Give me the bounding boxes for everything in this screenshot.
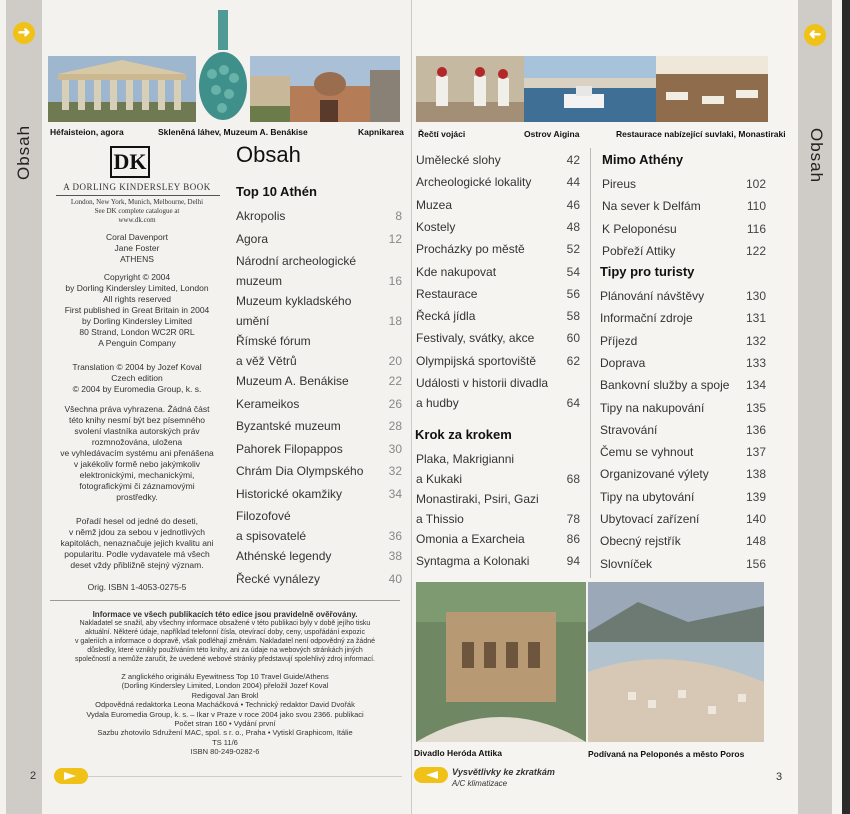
rights-line: svolení vlastníka autorských práv	[74, 426, 200, 436]
copyright-line: Copyright © 2004	[103, 272, 171, 282]
toc-entry	[600, 401, 766, 415]
toc-entry-line: Akropolis	[236, 209, 286, 223]
toc-entry-label	[416, 452, 514, 486]
toc-page-number: 40	[388, 571, 402, 586]
toc-entry-line: Pobřeží Attiky	[602, 243, 676, 258]
toc-entry-label	[236, 419, 341, 433]
toc-entry-line: Římské fórum	[236, 334, 311, 348]
left-side-strip	[6, 0, 42, 814]
imprint-line: Redigoval Jan Brokl	[191, 690, 259, 700]
toc-entry-line: Obecný rejstřík	[600, 534, 681, 549]
toc-page-number: 140	[745, 512, 766, 526]
toc-page-number: 38	[388, 549, 402, 563]
toc-page-number: 46	[566, 197, 580, 212]
toc-entry-label	[602, 199, 701, 213]
toc-entry-line: Řecké vynálezy	[236, 571, 321, 586]
order-line: v němž jdou za sebou v jednotlivých	[68, 527, 206, 537]
imprint-line: Počet stran 160 • Vydání první	[174, 719, 276, 729]
author-line: Jane Foster	[114, 243, 160, 253]
toc-page-number: 148	[745, 534, 766, 549]
toc-entry-label	[236, 232, 268, 246]
toc-entry-line: Plaka, Makrigianni	[416, 452, 515, 466]
toc-page-number: 122	[745, 243, 766, 258]
toc-entry	[236, 374, 402, 388]
toc-entry-label	[236, 294, 351, 328]
footer-rule	[88, 776, 402, 777]
toc-entry-line: Umělecké slohy	[416, 153, 501, 167]
photo-restaurant	[656, 56, 768, 122]
toc-entry-label	[600, 445, 693, 459]
toc-entry	[236, 487, 402, 501]
toc-entry-line: Čemu se vyhnout	[600, 445, 694, 460]
toc-entry	[600, 534, 766, 548]
imprint-block	[48, 672, 402, 757]
toc-entry-label	[236, 509, 306, 543]
toc-entry-label	[236, 549, 331, 563]
copyright-line: First published in Great Britain in 2004	[64, 305, 210, 315]
toc-entry-label	[236, 397, 299, 411]
toc-entry-line: a věž Větrů	[236, 354, 297, 368]
caption-hefaisteion: Héfaisteion, agora	[50, 127, 124, 137]
toc-entry-line: Muzeum A. Benákise	[236, 374, 349, 388]
imprint-line: Sazbu zhotovilo Sdružení MAC, spol. s r. o., Praha • Vytiskl Graphicom, Itálie	[97, 728, 353, 738]
caption-aigina: Ostrov Aigina	[524, 129, 580, 139]
toc-entry	[600, 311, 766, 325]
toc-entry-line: Informační zdroje	[600, 311, 693, 326]
caption-soldiers: Řečtí vojáci	[418, 129, 466, 139]
photo-poros	[588, 582, 764, 742]
toc-entry-label	[416, 198, 452, 212]
toc-entry-label	[416, 554, 529, 568]
toc-page-number: 137	[745, 445, 766, 460]
rights-line: Všechna práva vyhrazena. Žádná část	[64, 404, 210, 414]
toc-page-number: 20	[388, 354, 402, 368]
toc-entry	[600, 289, 766, 303]
toc-entry	[416, 198, 580, 212]
toc-entry-line: Muzeum kykladského	[236, 294, 352, 308]
toc-entry	[602, 244, 766, 258]
rights-line: v jakékoliv formě nebo jakýmkoliv	[73, 459, 201, 469]
toc-entry-line: Restaurace	[416, 286, 478, 301]
copyright-line: 80 Strand, London WC2R 0RL	[79, 327, 195, 337]
caption-bottle: Skleněná láhev, Muzeum A. Benákise	[158, 127, 308, 137]
toc-page-number: 110	[746, 199, 766, 214]
toc-page-number: 78	[566, 512, 580, 526]
toc-entry-label	[416, 309, 475, 323]
toc-entry-label	[416, 532, 525, 546]
toc-entry	[600, 423, 766, 437]
photo-kapnikarea	[250, 56, 400, 122]
toc-entry-line: Pireus	[602, 177, 637, 191]
toc-entry-line: a hudby	[416, 396, 459, 410]
right-page-number: 3	[776, 771, 783, 783]
publisher-line: A DORLING KINDERSLEY BOOK	[63, 182, 211, 192]
toc-entry-label	[602, 177, 636, 191]
rights-line: rozmnožována, uložena	[91, 437, 183, 447]
toc-entry	[416, 331, 580, 345]
toc-page-number: 36	[388, 529, 402, 543]
toc-entry-label	[416, 376, 548, 410]
toc-entry	[416, 452, 580, 486]
order-line: deset vždy přibližně stejný význam.	[70, 560, 204, 570]
toc-entry-label	[416, 287, 477, 301]
toc-entry	[416, 287, 580, 301]
toc-entry	[416, 242, 580, 256]
toc-page-number: 30	[388, 441, 402, 456]
rights-line: prostředky.	[116, 492, 158, 502]
notice-line: aktuální. Některé údaje, například telefonní čísla, otevírací doby, ceny, uspořádání expozic	[85, 629, 365, 636]
rights-line: ve vyhledávacím systému ani přenášena	[60, 448, 214, 458]
toc-entry-line: Chrám Dia Olympského	[236, 464, 364, 478]
copyright-line: A Penguin Company	[98, 338, 176, 348]
toc-entry-label	[600, 334, 637, 348]
toc-page-number: 32	[388, 464, 402, 478]
toc-entry	[416, 309, 580, 323]
toc-entry-label	[600, 490, 694, 504]
mimo-heading: Mimo Athény	[602, 152, 684, 167]
toc-entry-line: Bankovní služby a spoje	[600, 378, 730, 393]
toc-page-number: 8	[395, 209, 402, 223]
notice-line: společností a nemůže zaručit, že uvedené webové stránky představují spolehlivý zdroj informací.	[75, 656, 375, 663]
toc-entry	[602, 222, 766, 236]
right-page	[412, 0, 842, 814]
toc-page-number: 156	[745, 556, 766, 571]
toc-entry-line: a spisovatelé	[236, 529, 307, 543]
toc-entry-line: Stravování	[600, 422, 658, 437]
toc-page-number: 62	[566, 353, 580, 368]
notice-line: v galeriích a informace o dopravě, však podléhají změnám. Nakladatel není odpovědný za žádné	[74, 638, 375, 645]
legend-title: Vysvětlivky ke zkratkám	[452, 767, 555, 777]
toc-page-number: 134	[745, 378, 766, 393]
toc-entry	[236, 209, 402, 223]
toc-entry-label	[236, 334, 311, 368]
caption-poros: Podívaná na Peloponés a město Poros	[588, 749, 745, 759]
imprint-line: Z anglického originálu Eyewitness Top 10 Travel Guide/Athens	[121, 672, 329, 681]
toc-page-number: 116	[746, 221, 766, 236]
toc-page-number: 58	[566, 309, 580, 324]
caption-odeon: Divadlo Heróda Attika	[414, 748, 503, 758]
toc-entry	[600, 557, 766, 571]
toc-entry-label	[416, 492, 539, 526]
toc-entry	[236, 419, 402, 433]
imprint-line: Vydala Euromedia Group, k. s. – Ikar v Praze v roce 2004 jako svou 2366. publikaci	[86, 709, 364, 719]
toc-entry-label	[236, 487, 342, 501]
toc-entry-line: Kde nakupovat	[416, 264, 497, 279]
toc-entry-label	[236, 254, 356, 288]
book-edge	[842, 0, 850, 814]
photo-greek-soldiers	[416, 56, 524, 122]
toc-entry-line: Příjezd	[600, 333, 638, 348]
toc-entry-line: Byzantské muzeum	[236, 419, 341, 433]
legend-arrow-icon	[414, 767, 448, 783]
toc-page-number: 60	[566, 331, 580, 346]
toc-page-number: 44	[566, 175, 580, 190]
toc-entry	[600, 334, 766, 348]
dk-cities	[48, 198, 226, 225]
toc-entry-label	[416, 153, 501, 167]
translation-line: © 2004 by Euromedia Group, k. s.	[72, 384, 202, 394]
toc-entry-label	[416, 220, 455, 234]
copyright-line: by Dorling Kindersley Limited, London	[65, 283, 209, 293]
imprint-line: (Dorling Kindersley Limited, London 2004) přeložil Jozef Koval	[121, 681, 329, 691]
imprint-line: ISBN 80-249-0282-6	[190, 747, 260, 757]
toc-page-number: 68	[566, 472, 580, 486]
imprint-line: TS 11/6	[212, 737, 238, 747]
toc-page-number: 48	[566, 219, 580, 234]
toc-page-number: 22	[388, 374, 402, 388]
toc-entry	[600, 512, 766, 526]
order-line: kapitolách, nenaznačuje jejich kvalitu ani	[60, 538, 214, 548]
photo-aigina	[524, 56, 656, 122]
toc-entry-line: Kerameikos	[236, 396, 300, 411]
toc-entry-line: Syntagma a Kolonaki	[416, 554, 530, 569]
toc-entry-label	[236, 572, 320, 586]
toc-entry-line: Olympijská sportoviště	[416, 353, 537, 368]
toc-entry-label	[416, 242, 525, 256]
toc-page-number: 54	[566, 264, 580, 279]
right-side-strip	[798, 0, 832, 814]
toc-entry	[600, 490, 766, 504]
toc-entry-label	[416, 175, 531, 189]
notice-divider	[50, 600, 400, 601]
toc-entry	[602, 199, 766, 213]
toc-page-number: 132	[745, 333, 766, 348]
toc-entry	[236, 232, 402, 246]
toc-page-number: 18	[388, 314, 402, 328]
photo-hefaisteion	[48, 56, 196, 122]
toc-entry-label	[600, 512, 699, 526]
toc-entry	[236, 294, 402, 328]
toc-entry-label	[416, 354, 536, 368]
translation-block	[48, 362, 226, 395]
toc-entry	[236, 254, 402, 288]
caption-restaurant: Restaurace nabízející suvlaki, Monastiraki	[616, 129, 786, 139]
left-side-title: Obsah	[14, 124, 33, 180]
original-title: ATHENS	[120, 254, 154, 264]
toc-entry-label	[600, 467, 709, 481]
toc-entry	[416, 175, 580, 189]
imprint-line: Odpovědná redaktorka Leona Macháčková • Technický redaktor David Dvořák	[95, 700, 355, 710]
toc-entry-line: Omonia a Exarcheia	[416, 532, 525, 546]
toc-page-number: 136	[745, 422, 766, 437]
toc-entry-line: Ubytovací zařízení	[600, 512, 700, 526]
toc-entry-line: Tipy na ubytování	[600, 489, 695, 504]
orig-isbn: Orig. ISBN 1-4053-0275-5	[87, 582, 187, 592]
toc-entry	[236, 572, 402, 586]
toc-page-number: 26	[388, 396, 402, 411]
next-arrow-icon	[54, 768, 88, 784]
caption-kapnikarea: Kapnikarea	[358, 127, 404, 137]
top10-heading: Top 10 Athén	[236, 184, 317, 199]
copyright-block	[48, 272, 226, 349]
toc-entry-line: muzeum	[236, 274, 283, 288]
notice-line: Nakladatel se snažil, aby všechny informace obsažené v této publikaci byly v době jejího tisku	[79, 620, 371, 627]
toc-entry	[416, 554, 580, 568]
toc-entry-label	[602, 244, 675, 258]
toc-entry	[236, 549, 402, 563]
notice-line: důsledky, které vznikly používáním této knihy, ani za údaje na webových stránkách jiných	[87, 647, 363, 654]
notice-block	[48, 619, 402, 664]
toc-entry	[602, 177, 766, 191]
toc-entry	[416, 265, 580, 279]
toc-page-number: 139	[745, 489, 766, 504]
tipy-heading: Tipy pro turisty	[600, 264, 695, 279]
toc-entry-line: Filozofové	[236, 509, 291, 523]
toc-entry-line: Muzea	[416, 197, 453, 212]
toc-entry-line: Organizované výlety	[600, 467, 709, 482]
krok-heading: Krok za krokem	[415, 427, 512, 442]
toc-entry-label	[600, 557, 652, 571]
toc-page-number: 12	[388, 231, 402, 246]
toc-page-number: 86	[566, 532, 580, 546]
translation-line: Czech edition	[111, 373, 163, 383]
toc-entry-line: Festivaly, svátky, akce	[416, 331, 535, 346]
toc-entry	[600, 356, 766, 370]
toc-title: Obsah	[236, 142, 301, 167]
dk-url: www.dk.com	[118, 216, 156, 224]
toc-page-number: 28	[388, 419, 402, 433]
rights-line: této knihy nesmí být bez písemného	[68, 415, 206, 425]
rights-line: elektronickými, mechanickými,	[79, 470, 195, 480]
dk-logo: DK	[110, 146, 150, 178]
toc-entry-line: Tipy na nakupování	[600, 400, 705, 415]
rights-block	[48, 404, 226, 503]
toc-entry-label	[600, 534, 681, 548]
toc-page-number: 52	[566, 242, 580, 257]
copyright-line: by Dorling Kindersley Limited	[81, 316, 193, 326]
toc-entry-label	[600, 311, 693, 325]
toc-entry-label	[416, 331, 534, 345]
toc-entry	[236, 509, 402, 543]
toc-entry-line: Řecká jídla	[416, 309, 476, 324]
order-line: popularitu. Podle vydavatele má všech	[64, 549, 210, 559]
toc-entry-label	[600, 289, 704, 303]
left-page-number: 2	[30, 770, 37, 782]
toc-entry	[236, 397, 402, 411]
toc-page-number: 135	[745, 400, 766, 415]
toc-page-number: 64	[566, 396, 580, 410]
toc-entry-line: a Thissio	[416, 512, 464, 526]
toc-entry	[600, 467, 766, 481]
toc-entry	[236, 334, 402, 368]
toc-page-number: 42	[566, 153, 580, 167]
toc-entry	[600, 445, 766, 459]
toc-entry	[236, 464, 402, 478]
notice-title: Informace ve všech publikacích této edice jsou pravidelně ověřovány.	[92, 610, 358, 619]
toc-entry-line: K Peloponésu	[602, 221, 677, 236]
toc-entry-label	[600, 378, 729, 392]
toc-entry-label	[602, 222, 677, 236]
toc-page-number: 131	[745, 311, 766, 326]
toc-page-number: 94	[566, 554, 580, 569]
authors-block	[48, 232, 226, 265]
back-arrow-icon: ➜	[13, 22, 35, 44]
toc-entry	[416, 153, 580, 167]
toc-page-number: 56	[566, 286, 580, 301]
order-line: Pořadí hesel od jedné do deseti,	[76, 516, 198, 526]
toc-entry-label	[236, 374, 349, 388]
toc-entry-label	[236, 209, 285, 223]
toc-page-number: 102	[745, 177, 766, 191]
translation-line: Translation © 2004 by Jozef Koval	[72, 362, 202, 372]
toc-entry-line: Pahorek Filopappos	[236, 441, 343, 456]
toc-entry	[416, 354, 580, 368]
toc-entry-line: a Kukaki	[416, 472, 463, 486]
column-divider	[590, 148, 591, 578]
toc-entry-label	[600, 423, 657, 437]
order-block	[48, 516, 226, 571]
imprint-divider	[56, 195, 220, 196]
toc-entry	[416, 492, 580, 526]
toc-entry-line: Monastiraki, Psiri, Gazi	[416, 492, 539, 506]
toc-entry-label	[600, 356, 645, 370]
toc-page-number: 16	[388, 274, 402, 288]
toc-entry	[416, 220, 580, 234]
toc-entry-label	[236, 442, 343, 456]
toc-entry-line: Archeologické lokality	[416, 175, 532, 190]
right-side-title: Obsah	[807, 128, 826, 184]
toc-entry-label	[236, 464, 363, 478]
toc-page-number: 130	[745, 289, 766, 303]
toc-entry-line: Doprava	[600, 355, 646, 370]
photo-glass-bottle	[196, 8, 250, 124]
toc-entry	[416, 532, 580, 546]
toc-entry-line: Národní archeologické	[236, 254, 357, 268]
copyright-line: All rights reserved	[102, 294, 172, 304]
toc-entry-line: Plánování návštěvy	[600, 289, 705, 303]
toc-entry-line: Historické okamžiky	[236, 486, 343, 501]
rights-line: fotografickými či záznamovými	[79, 481, 195, 491]
toc-entry-line: Agora	[236, 231, 269, 246]
toc-entry-line: Události v historii divadla	[416, 376, 549, 390]
toc-entry-line: umění	[236, 314, 270, 328]
toc-entry-label	[600, 401, 704, 415]
photo-odeon-herodes	[416, 582, 586, 742]
toc-entry-label	[416, 265, 496, 279]
toc-entry-line: Athénské legendy	[236, 549, 332, 563]
toc-entry	[600, 378, 766, 392]
forward-arrow-icon: ➜	[804, 24, 826, 46]
author-line: Coral Davenport	[106, 232, 168, 242]
legend-item: A/C klimatizace	[452, 779, 508, 788]
toc-page-number: 34	[388, 486, 402, 501]
toc-entry-line: Na sever k Delfám	[602, 199, 701, 214]
toc-page-number: 133	[745, 355, 766, 370]
dk-cities-line: London, New York, Munich, Melbourne, Delhi	[70, 198, 204, 206]
toc-entry-line: Procházky po městě	[416, 242, 525, 257]
left-page	[0, 0, 412, 814]
toc-entry-line: Kostely	[416, 219, 456, 234]
toc-page-number: 138	[745, 467, 766, 482]
toc-entry	[416, 376, 580, 410]
dk-catalogue-line: See DK complete catalogue at	[94, 207, 180, 215]
toc-entry-line: Slovníček	[600, 556, 653, 571]
toc-entry	[236, 442, 402, 456]
